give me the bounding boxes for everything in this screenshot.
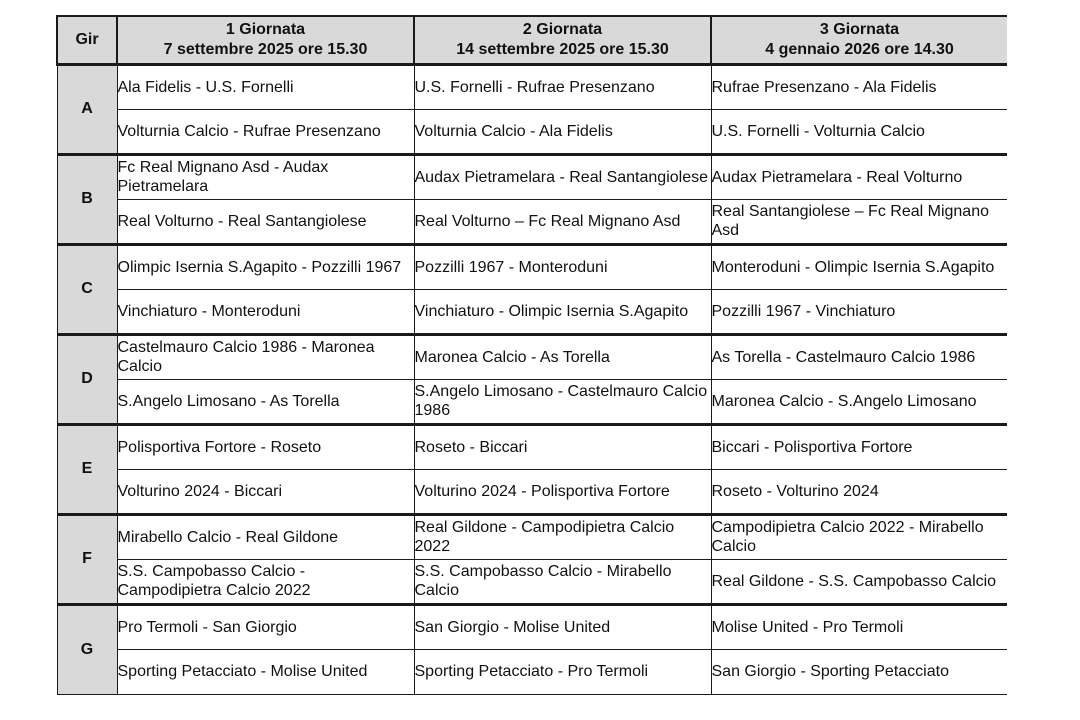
group-g-label: G xyxy=(57,604,117,694)
round-1-date: 7 settembre 2025 ore 15.30 xyxy=(163,40,368,58)
match-cell: Roseto - Biccari xyxy=(414,424,711,469)
match-cell: San Giorgio - Molise United xyxy=(414,604,711,649)
match-cell: As Torella - Castelmauro Calcio 1986 xyxy=(711,334,1007,379)
schedule-table xyxy=(56,15,1007,695)
match-cell: Real Volturno - Real Santangiolese xyxy=(117,199,414,244)
match-cell: Real Santangiolese – Fc Real Mignano Asd xyxy=(711,199,1007,244)
group-column-header: Gir xyxy=(57,16,117,64)
match-cell: Maronea Calcio - S.Angelo Limosano xyxy=(711,379,1007,424)
group-a-label: A xyxy=(57,64,117,154)
match-cell: Pro Termoli - San Giorgio xyxy=(117,604,414,649)
match-cell: Real Volturno – Fc Real Mignano Asd xyxy=(414,199,711,244)
group-a-row-2 xyxy=(57,109,1007,154)
match-cell: Fc Real Mignano Asd - Audax Pietramelara xyxy=(117,154,414,199)
match-cell: Castelmauro Calcio 1986 - Maronea Calcio xyxy=(117,334,414,379)
match-cell: Volturnia Calcio - Rufrae Presenzano xyxy=(117,109,414,154)
group-c-row-1 xyxy=(57,244,1007,289)
round-2-date: 14 settembre 2025 ore 15.30 xyxy=(456,40,669,58)
match-cell: Biccari - Polisportiva Fortore xyxy=(711,424,1007,469)
match-cell: Pozzilli 1967 - Monteroduni xyxy=(414,244,711,289)
match-cell: Mirabello Calcio - Real Gildone xyxy=(117,514,414,559)
group-b-row-1 xyxy=(57,154,1007,199)
group-e-row-2 xyxy=(57,469,1007,514)
match-cell: Audax Pietramelara - Real Volturno xyxy=(711,154,1007,199)
match-cell: Sporting Petacciato - Pro Termoli xyxy=(414,649,711,694)
group-f-label: F xyxy=(57,514,117,604)
match-cell: Volturino 2024 - Polisportiva Fortore xyxy=(414,469,711,514)
match-cell: Polisportiva Fortore - Roseto xyxy=(117,424,414,469)
group-g-row-1 xyxy=(57,604,1007,649)
match-cell: S.Angelo Limosano - As Torella xyxy=(117,379,414,424)
group-e-row-1 xyxy=(57,424,1007,469)
round-1-title: 1 Giornata xyxy=(225,20,306,38)
group-f-row-1 xyxy=(57,514,1007,559)
group-d-label: D xyxy=(57,334,117,424)
group-d-row-2 xyxy=(57,379,1007,424)
match-cell: Molise United - Pro Termoli xyxy=(711,604,1007,649)
match-cell: S.S. Campobasso Calcio - Campodipietra Calcio 2022 xyxy=(117,559,414,604)
round-2-header xyxy=(414,16,711,64)
match-cell: Monteroduni - Olimpic Isernia S.Agapito xyxy=(711,244,1007,289)
match-cell: Pozzilli 1967 - Vinchiaturo xyxy=(711,289,1007,334)
match-cell: U.S. Fornelli - Volturnia Calcio xyxy=(711,109,1007,154)
round-3-date: 4 gennaio 2026 ore 14.30 xyxy=(765,40,954,58)
match-cell: Sporting Petacciato - Molise United xyxy=(117,649,414,694)
match-cell: Vinchiaturo - Olimpic Isernia S.Agapito xyxy=(414,289,711,334)
group-f-row-2 xyxy=(57,559,1007,604)
match-cell: S.Angelo Limosano - Castelmauro Calcio 1986 xyxy=(414,379,711,424)
group-d-row-1 xyxy=(57,334,1007,379)
match-cell: Volturnia Calcio - Ala Fidelis xyxy=(414,109,711,154)
round-2-title: 2 Giornata xyxy=(522,20,603,38)
header-row xyxy=(57,16,1007,64)
schedule-page xyxy=(56,15,1007,720)
match-cell: U.S. Fornelli - Rufrae Presenzano xyxy=(414,64,711,109)
match-cell: Ala Fidelis - U.S. Fornelli xyxy=(117,64,414,109)
group-b-label: B xyxy=(57,154,117,244)
match-cell: Real Gildone - Campodipietra Calcio 2022 xyxy=(414,514,711,559)
match-cell: Maronea Calcio - As Torella xyxy=(414,334,711,379)
match-cell: Vinchiaturo - Monteroduni xyxy=(117,289,414,334)
match-cell: Olimpic Isernia S.Agapito - Pozzilli 1967 xyxy=(117,244,414,289)
group-c-label: C xyxy=(57,244,117,334)
group-b-row-2 xyxy=(57,199,1007,244)
match-cell: S.S. Campobasso Calcio - Mirabello Calcio xyxy=(414,559,711,604)
group-a-row-1 xyxy=(57,64,1007,109)
match-cell: San Giorgio - Sporting Petacciato xyxy=(711,649,1007,694)
round-3-header xyxy=(711,16,1007,64)
match-cell: Campodipietra Calcio 2022 - Mirabello Calcio xyxy=(711,514,1007,559)
match-cell: Audax Pietramelara - Real Santangiolese xyxy=(414,154,711,199)
group-c-row-2 xyxy=(57,289,1007,334)
match-cell: Roseto - Volturino 2024 xyxy=(711,469,1007,514)
match-cell: Rufrae Presenzano - Ala Fidelis xyxy=(711,64,1007,109)
round-1-header xyxy=(117,16,414,64)
group-e-label: E xyxy=(57,424,117,514)
round-3-title: 3 Giornata xyxy=(819,20,900,38)
match-cell: Real Gildone - S.S. Campobasso Calcio xyxy=(711,559,1007,604)
group-g-row-2 xyxy=(57,649,1007,694)
match-cell: Volturino 2024 - Biccari xyxy=(117,469,414,514)
